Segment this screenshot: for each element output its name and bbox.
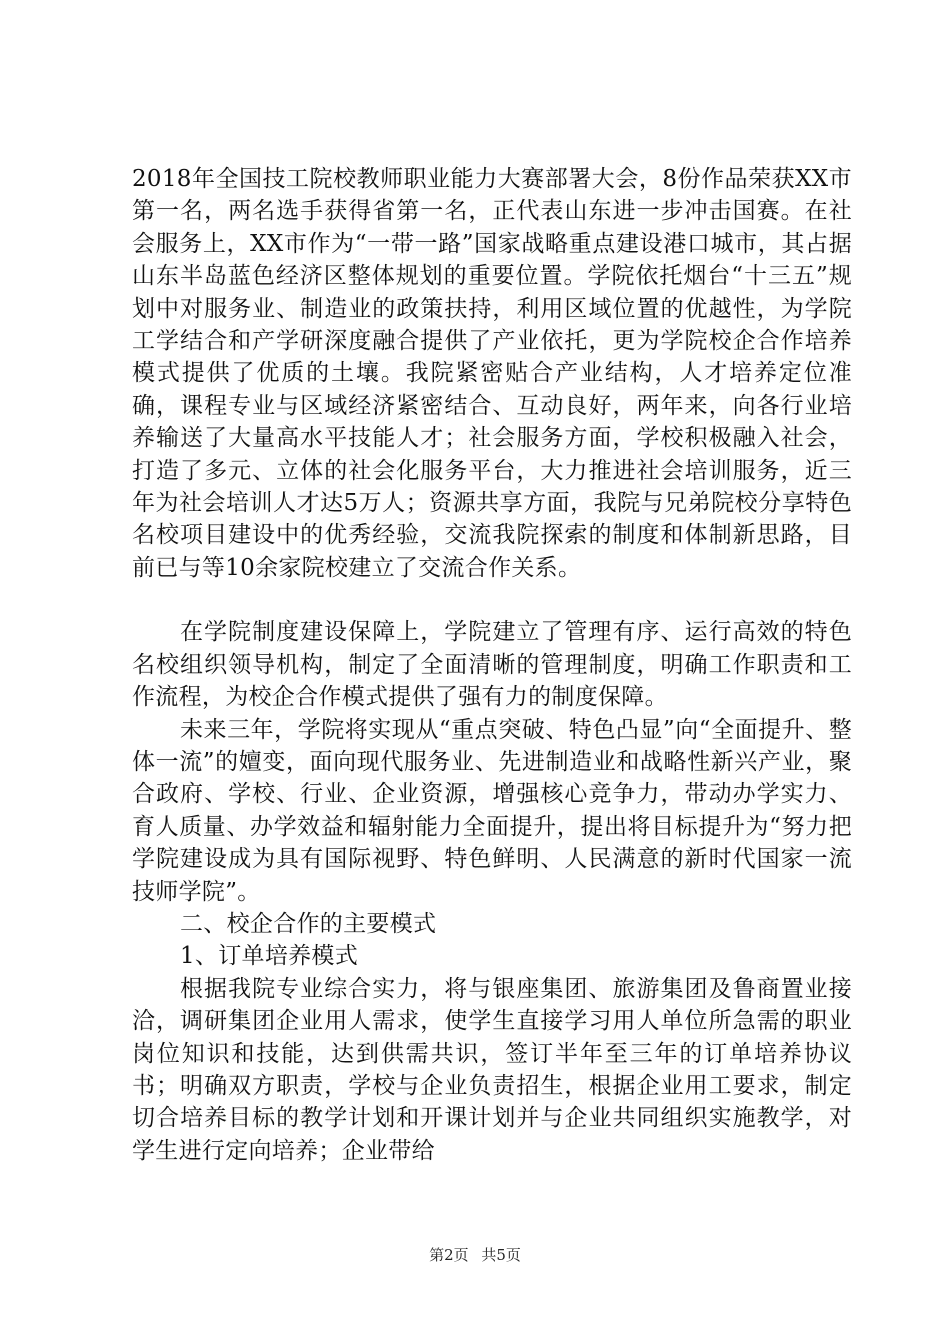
document-body [132,163,852,1167]
paragraph-spacer [132,584,852,616]
page-number: 第2页 [429,1246,469,1264]
paragraph-1: 2018年全国技工院校教师职业能力大赛部署大会，8份作品荣获XX市第一名，两名选手获得省第一名，正代表山东进一步冲击国赛。在社会服务上，XX市作为“一带一路”国家战略重点建设港口城市，其占据山东半岛蓝色经济区整体规划的重要位置。学院依托烟台“十三五”规划中对服务业、制造业的政策扶持，利用区域位置的优越性，为学院工学结合和产学研深度融合提供了产业依托，更为学院校企合作培养模式提供了优质的土壤。我院紧密贴合产业结构，人才培养定位准确，课程专业与区域经济紧密结合、互动良好，两年来，向各行业培养输送了大量高水平技能人才；社会服务方面，学校积极融入社会，打造了多元、立体的社会化服务平台，大力推进社会培训服务，近三年为社会培训人才达5万人；资源共享方面，我院与兄弟院校分享特色名校项目建设中的优秀经验，交流我院探索的制度和体制新思路，目前已与等10余家院校建立了交流合作关系。 [132,166,852,581]
page-total: 共5页 [481,1246,521,1264]
page-footer [0,1244,950,1265]
paragraph-3: 未来三年，学院将实现从“重点突破、特色凸显”向“全面提升、整体一流”的嬗变，面向现代服务业、先进制造业和战略性新兴产业，聚合政府、学校、行业、企业资源，增强核心竞争力，带动办学实力、育人质量、办学效益和辐射能力全面提升，提出将目标提升为“努力把学院建设成为具有国际视野、特色鲜明、人民满意的新时代国家一流技师学院”。 [132,716,852,905]
subsection-heading: 1、订单培养模式 [180,943,359,970]
paragraph-4: 根据我院专业综合实力，将与银座集团、旅游集团及鲁商置业接洽，调研集团企业用人需求，使学生直接学习用人单位所急需的职业岗位知识和技能，达到供需共识，签订半年至三年的订单培养协议书；明确双方职责，学校与企业负责招生，根据企业用工要求，制定切合培养目标的教学计划和开课计划并与企业共同组织实施教学，对学生进行定向培养；企业带给 [132,975,852,1164]
section-heading: 二、校企合作的主要模式 [180,910,437,937]
paragraph-2: 在学院制度建设保障上，学院建立了管理有序、运行高效的特色名校组织领导机构，制定了全面清晰的管理制度，明确工作职责和工作流程，为校企合作模式提供了强有力的制度保障。 [132,619,852,711]
